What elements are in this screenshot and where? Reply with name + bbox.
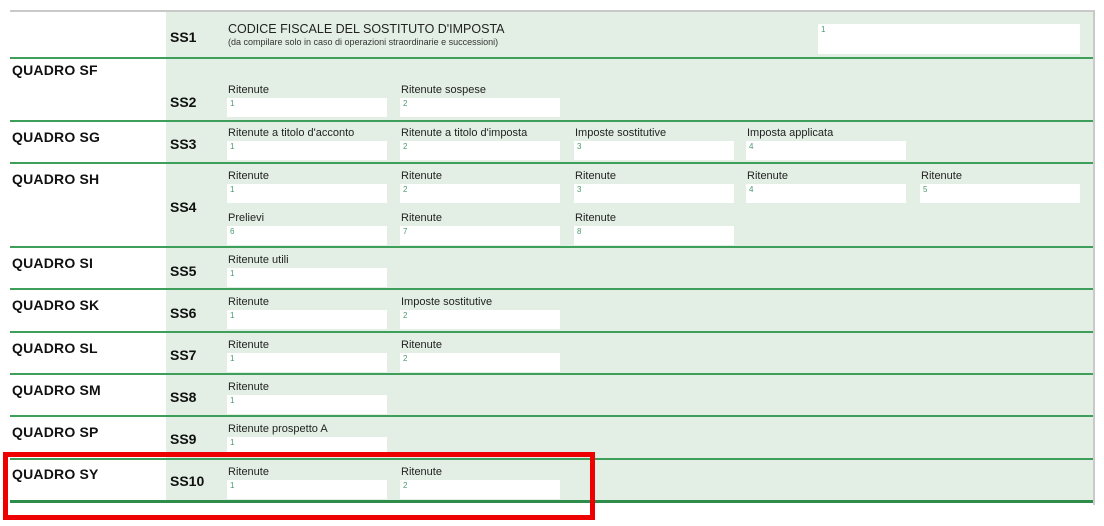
row-code-ss5: SS5 (170, 263, 197, 279)
field-label: Ritenute (921, 170, 962, 182)
row-separator (10, 331, 1093, 333)
ss3-imposte-sostitutive-input[interactable] (574, 141, 734, 160)
row-separator (10, 458, 1093, 460)
form-bottom-border (10, 500, 1093, 503)
field-label: Ritenute prospetto A (228, 423, 328, 435)
field-label: Ritenute a titolo d'acconto (228, 127, 355, 139)
field-label: Imposte sostitutive (401, 296, 493, 308)
quadro-sl-label: QUADRO SL (12, 340, 98, 356)
ss5-ritenute-utili-input[interactable] (227, 268, 387, 287)
field-label: Imposte sostitutive (575, 127, 667, 139)
field-label: Prelievi (228, 212, 265, 224)
row-separator (10, 120, 1093, 122)
quadro-sg-label: QUADRO SG (12, 129, 101, 145)
quadro-sk-label: QUADRO SK (12, 297, 100, 313)
ss10-ritenute-1-input[interactable] (227, 480, 387, 499)
ss6-imposte-sostitutive-input[interactable] (400, 310, 560, 329)
field-number: 2 (403, 481, 408, 490)
field-number: 1 (230, 142, 235, 151)
ss9-ritenute-prospetto-a-input[interactable] (227, 437, 387, 456)
ss6-ritenute-input[interactable] (227, 310, 387, 329)
codice-fiscale-input[interactable] (818, 24, 1080, 54)
ss3-ritenute-acconto-input[interactable] (227, 141, 387, 160)
field-label: Ritenute (747, 170, 788, 182)
row-separator (10, 57, 1093, 59)
quadro-sh-label: QUADRO SH (12, 171, 100, 187)
field-number: 2 (403, 311, 408, 320)
ss1-subtitle: (da compilare solo in caso di operazioni straordinarie e successioni) (228, 37, 499, 47)
ss7-ritenute-1-input[interactable] (227, 353, 387, 372)
field-number: 1 (230, 438, 235, 447)
row-code-ss9: SS9 (170, 431, 197, 447)
field-label: Ritenute (228, 339, 269, 351)
ss4-ritenute-8-input[interactable] (574, 226, 734, 245)
field-label: Ritenute (228, 84, 269, 96)
field-number: 1 (821, 25, 826, 34)
row-separator (10, 162, 1093, 164)
quadro-sp-label: QUADRO SP (12, 424, 99, 440)
row-code-ss2: SS2 (170, 94, 197, 110)
field-number: 3 (577, 142, 582, 151)
ss4-prelievi-input[interactable] (227, 226, 387, 245)
field-number: 2 (403, 142, 408, 151)
row-separator (10, 415, 1093, 417)
row-code-ss4: SS4 (170, 199, 197, 215)
field-number: 5 (923, 185, 928, 194)
field-number: 2 (403, 99, 408, 108)
field-number: 1 (230, 185, 235, 194)
ss2-ritenute-input[interactable] (227, 98, 387, 117)
field-label: Imposta applicata (747, 127, 834, 139)
field-label: Ritenute (401, 170, 442, 182)
quadro-sm-label: QUADRO SM (12, 382, 101, 398)
ss2-ritenute-sospese-input[interactable] (400, 98, 560, 117)
field-label: Ritenute (575, 212, 616, 224)
field-label: Ritenute utili (228, 254, 289, 266)
field-label: Ritenute a titolo d'imposta (401, 127, 528, 139)
form-right-border (1093, 10, 1095, 505)
row-separator (10, 288, 1093, 290)
ss4-ritenute-7-input[interactable] (400, 226, 560, 245)
field-number: 1 (230, 354, 235, 363)
row-code-ss1: SS1 (170, 29, 197, 45)
field-number: 4 (749, 142, 754, 151)
quadro-sf-label: QUADRO SF (12, 62, 98, 78)
row-separator (10, 246, 1093, 248)
field-label: Ritenute (228, 466, 269, 478)
quadro-si-label: QUADRO SI (12, 255, 94, 271)
ss4-ritenute-2-input[interactable] (400, 184, 560, 203)
field-label: Ritenute (401, 212, 442, 224)
ss3-imposta-applicata-input[interactable] (746, 141, 906, 160)
row-code-ss10: SS10 (170, 473, 205, 489)
field-label: Ritenute (401, 339, 442, 351)
row-separator (10, 373, 1093, 375)
field-number: 3 (577, 185, 582, 194)
field-number: 4 (749, 185, 754, 194)
row-code-ss6: SS6 (170, 305, 197, 321)
ss4-ritenute-1-input[interactable] (227, 184, 387, 203)
field-number: 8 (577, 227, 582, 236)
field-number: 7 (403, 227, 408, 236)
ss4-ritenute-3-input[interactable] (574, 184, 734, 203)
field-label: Ritenute (228, 170, 269, 182)
field-number: 1 (230, 396, 235, 405)
field-number: 1 (230, 481, 235, 490)
row-code-ss3: SS3 (170, 136, 197, 152)
row-code-ss8: SS8 (170, 389, 197, 405)
ss4-ritenute-4-input[interactable] (746, 184, 906, 203)
ss3-ritenute-imposta-input[interactable] (400, 141, 560, 160)
field-label: Ritenute sospese (401, 84, 486, 96)
quadro-sy-label: QUADRO SY (12, 466, 99, 482)
field-number: 1 (230, 311, 235, 320)
ss1-title: CODICE FISCALE DEL SOSTITUTO D'IMPOSTA (228, 22, 505, 36)
ss7-ritenute-2-input[interactable] (400, 353, 560, 372)
ss8-ritenute-input[interactable] (227, 395, 387, 414)
field-label: Ritenute (401, 466, 442, 478)
field-number: 2 (403, 185, 408, 194)
field-label: Ritenute (228, 296, 269, 308)
field-number: 2 (403, 354, 408, 363)
field-number: 6 (230, 227, 235, 236)
ss4-ritenute-5-input[interactable] (920, 184, 1080, 203)
field-label: Ritenute (575, 170, 616, 182)
ss10-ritenute-2-input[interactable] (400, 480, 560, 499)
field-number: 1 (230, 269, 235, 278)
row-code-ss7: SS7 (170, 347, 197, 363)
field-label: Ritenute (228, 381, 269, 393)
field-number: 1 (230, 99, 235, 108)
